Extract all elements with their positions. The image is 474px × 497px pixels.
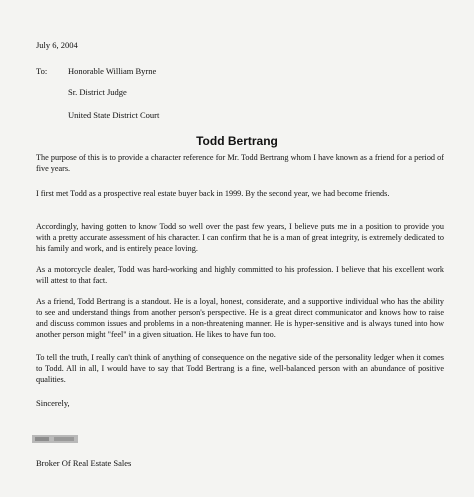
paragraph-purpose: The purpose of this is to provide a character reference for Mr. Todd Bertrang whom I have known as a friend for a period of five years. [36, 153, 444, 173]
letter-subject: Todd Bertrang [196, 134, 278, 148]
paragraph-first-meeting: I first met Todd as a prospective real estate buyer back in 1999. By the second year, we had become friends. [36, 189, 390, 198]
recipient-court: United State District Court [68, 110, 160, 120]
paragraph-conclusion: To tell the truth, I really can't think of anything of consequence on the negative side of the personality ledger when it comes to Todd. All in all, I would have to say that Todd Bertrang is a fine, well-balanced person with an abundance of positive qualities. [36, 353, 444, 384]
recipient-title: Sr. District Judge [68, 87, 127, 97]
paragraph-assessment: Accordingly, having gotten to know Todd so well over the past few years, I believe puts me in a position to provide you with a pretty accurate assessment of his character. I can confirm that he is a man of great integrity, is extremely dedicated to his family and work, and is entirely peace loving. [36, 222, 444, 253]
closing: Sincerely, [36, 398, 70, 408]
paragraph-profession: As a motorcycle dealer, Todd was hard-working and highly committed to his profession. I believe that his excellent work will attest to that fact. [36, 265, 444, 285]
signer-title: Broker Of Real Estate Sales [36, 458, 132, 468]
paragraph-friendship: As a friend, Todd Bertrang is a standout. He is a loyal, honest, considerate, and a supportive individual who has the ability to see and understand things from another person's perspective. He is a great direct communicator and knows how to raise and discuss common issues and problems in a non-threatening manner. He is hyper-sensitive and is always tuned into how another person might "feel" in a given situation. He likes to have fun too. [36, 297, 444, 339]
redacted-signature [32, 434, 78, 444]
recipient-name: Honorable William Byrne [68, 66, 157, 76]
to-label: To: [36, 66, 48, 76]
letter-date: July 6, 2004 [36, 40, 78, 50]
